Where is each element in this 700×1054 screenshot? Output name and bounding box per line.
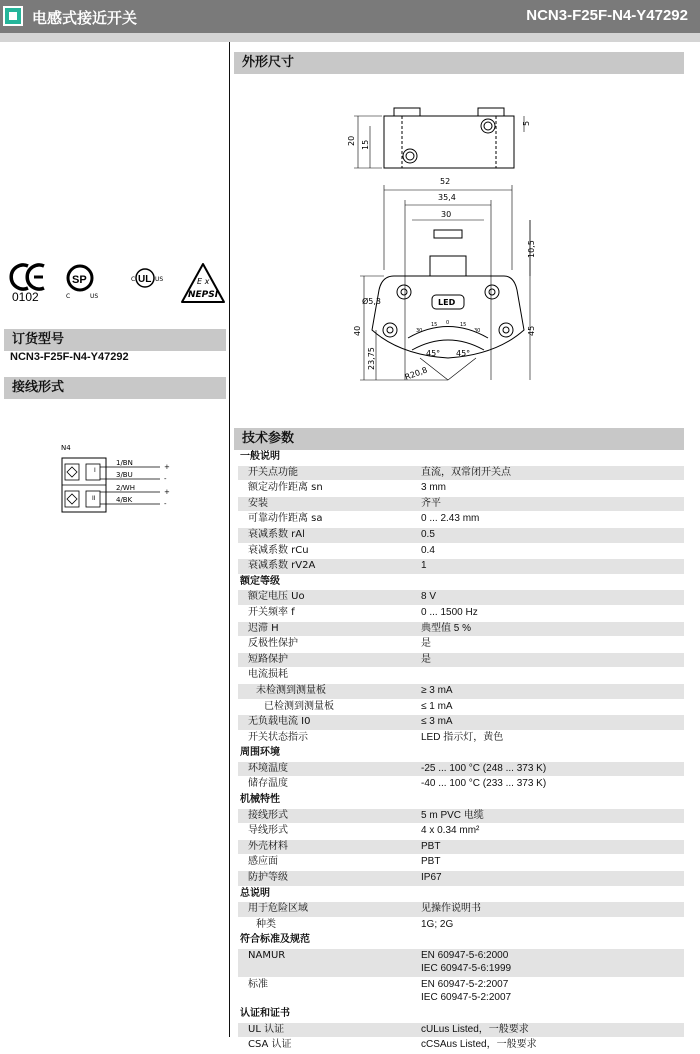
spec-key: 衰减系数 rAl xyxy=(248,528,305,540)
dim-23-75: 23,75 xyxy=(367,347,376,370)
scale-30-left: 30 xyxy=(416,328,423,334)
spec-row xyxy=(238,668,684,684)
spec-value: cCSAus Listed，一般要求 xyxy=(421,1039,537,1051)
page-model: NCN3-F25F-N4-Y47292 xyxy=(526,7,688,24)
spec-key: 无负载电流 I0 xyxy=(248,716,311,728)
spec-row xyxy=(238,466,684,482)
ul-c: C xyxy=(131,276,136,283)
spec-row xyxy=(238,715,684,731)
spec-row xyxy=(238,497,684,513)
spec-value: 齐平 xyxy=(421,497,441,509)
section-dimensions: 外形尺寸 xyxy=(234,52,684,74)
spec-key: 外壳材料 xyxy=(248,840,288,852)
spec-group-header xyxy=(238,887,684,903)
spec-value: ≤ 1 mA xyxy=(421,700,453,712)
spec-group-label: 周围环境 xyxy=(240,747,280,759)
spec-key: UL 认证 xyxy=(248,1023,285,1035)
spec-value xyxy=(421,978,511,1004)
spec-value-line1: EN 60947-5-6:2000 xyxy=(421,950,509,961)
ul-mark-icon xyxy=(131,269,163,287)
spec-group-label: 额定等级 xyxy=(240,575,280,587)
sign-3: + xyxy=(164,488,170,496)
svg-text:UL: UL xyxy=(138,274,152,285)
spec-value: 1G; 2G xyxy=(421,918,454,930)
spec-group-header xyxy=(238,746,684,762)
sign-2: - xyxy=(164,475,167,483)
spec-group-label: 认证和证书 xyxy=(240,1008,290,1019)
scale-15-left: 15 xyxy=(431,322,438,328)
terminal-3bu: 3/BU xyxy=(116,471,133,479)
spec-group-header xyxy=(238,450,684,466)
spec-row xyxy=(238,902,684,918)
spec-row xyxy=(238,949,684,978)
spec-value: 典型值 5 % xyxy=(421,622,472,634)
svg-text:SP: SP xyxy=(72,274,87,286)
spec-key: 开关状态指示 xyxy=(248,731,308,743)
spec-key: 感应面 xyxy=(248,856,278,868)
certification-logos xyxy=(8,262,228,306)
terminal-2-num: II xyxy=(92,495,96,502)
top-view xyxy=(354,108,524,168)
spec-row xyxy=(238,855,684,871)
spec-group-label: 一般说明 xyxy=(240,451,280,462)
spec-row xyxy=(238,528,684,544)
spec-value: 0 ... 2.43 mm xyxy=(421,513,480,525)
spec-row xyxy=(238,871,684,887)
spec-key: 导线形式 xyxy=(248,825,288,837)
spec-key: 接线形式 xyxy=(248,809,288,821)
spec-key: 衰减系数 rCu xyxy=(248,544,309,556)
sign-4: - xyxy=(164,500,167,508)
spec-row xyxy=(238,840,684,856)
dim-d5-3: Ø5,3 xyxy=(362,297,382,306)
spec-row xyxy=(238,978,684,1007)
spec-value: 是 xyxy=(421,638,431,650)
ul-us: US xyxy=(155,276,164,283)
spec-group-label: 总说明 xyxy=(240,887,270,899)
spec-row xyxy=(238,777,684,793)
spec-value: 见操作说明书 xyxy=(421,903,481,915)
dim-5: 5 xyxy=(522,120,531,126)
spec-group-header xyxy=(238,1007,684,1023)
spec-key: 用于危险区域 xyxy=(248,903,308,915)
ce-number: 0102 xyxy=(12,290,39,304)
spec-row xyxy=(238,544,684,560)
terminal-2wh: 2/WH xyxy=(116,484,135,492)
tech-data-table xyxy=(238,450,684,1054)
subheader-bar xyxy=(0,33,700,42)
csa-mark-icon xyxy=(66,266,98,300)
spec-key: 环境温度 xyxy=(248,762,288,774)
spec-key: 可靠动作距离 sa xyxy=(248,513,323,525)
sign-1: + xyxy=(164,463,170,471)
spec-row xyxy=(238,512,684,528)
spec-row xyxy=(238,809,684,825)
ex-top: E x xyxy=(197,277,210,286)
spec-key: 开关频率 f xyxy=(248,606,295,618)
scale-30-right: 30 xyxy=(474,328,481,334)
spec-group-header xyxy=(238,793,684,809)
dim-30: 30 xyxy=(441,210,452,219)
spec-key: 已检测到测量板 xyxy=(264,700,334,712)
column-divider xyxy=(229,42,230,1037)
angle-right: 45° xyxy=(456,349,471,358)
spec-row xyxy=(238,653,684,669)
spec-value: IP67 xyxy=(421,872,442,884)
spec-group-header xyxy=(238,933,684,949)
spec-group-label: 机械特性 xyxy=(240,794,280,806)
spec-value: PBT xyxy=(421,856,441,868)
spec-value: 0.5 xyxy=(421,528,435,540)
spec-row xyxy=(238,731,684,747)
spec-row xyxy=(238,559,684,575)
spec-row xyxy=(238,1038,684,1054)
spec-value: 3 mm xyxy=(421,482,446,494)
spec-value: 直流，双常闭开关点 xyxy=(421,466,511,478)
spec-value-line2: IEC 60947-5-6:1999 xyxy=(421,963,512,974)
dim-r20-8: R20,8 xyxy=(403,365,429,382)
spec-key: 开关点功能 xyxy=(248,466,298,478)
spec-value: -25 ... 100 °C (248 ... 373 K) xyxy=(421,762,547,774)
spec-key: 电流损耗 xyxy=(248,669,288,681)
wiring-diagram xyxy=(50,442,190,522)
order-code-value: NCN3-F25F-N4-Y47292 xyxy=(10,351,129,363)
spec-row xyxy=(238,637,684,653)
spec-row xyxy=(238,606,684,622)
spec-value: LED 指示灯，黄色 xyxy=(421,731,504,743)
spec-key: 安装 xyxy=(248,497,268,509)
led-label: LED xyxy=(438,298,456,307)
brand-logo xyxy=(3,6,23,26)
spec-key: 迟滞 H xyxy=(248,622,279,634)
section-order-code: 订货型号 xyxy=(4,329,226,351)
dim-15: 15 xyxy=(361,139,370,150)
spec-key: 反极性保护 xyxy=(248,638,298,650)
spec-row xyxy=(238,918,684,934)
page-category: 电感式接近开关 xyxy=(32,9,138,27)
spec-key: NAMUR xyxy=(248,950,286,961)
terminal-4bk: 4/BK xyxy=(116,496,133,504)
spec-row xyxy=(238,700,684,716)
csa-us: US xyxy=(90,293,99,300)
spec-value: 0 ... 1500 Hz xyxy=(421,606,478,618)
dim-52: 52 xyxy=(440,177,451,186)
terminal-1bn: 1/BN xyxy=(116,459,133,467)
spec-row xyxy=(238,622,684,638)
spec-row xyxy=(238,1023,684,1039)
section-tech-data: 技术参数 xyxy=(234,428,684,450)
ex-label: NEPSI xyxy=(188,290,219,300)
spec-value: 8 V xyxy=(421,591,437,603)
spec-value: ≥ 3 mA xyxy=(421,684,453,696)
section-connection: 接线形式 xyxy=(4,377,226,399)
spec-row xyxy=(238,762,684,778)
spec-value: PBT xyxy=(421,840,441,852)
spec-value: 4 x 0.34 mm² xyxy=(421,825,480,837)
spec-key: 种类 xyxy=(256,918,276,930)
ce-mark-icon xyxy=(11,265,44,304)
dim-10-5: 10,5 xyxy=(527,240,536,258)
spec-key: 标准 xyxy=(248,979,268,990)
dim-35-4: 35,4 xyxy=(438,193,456,202)
scale-0: 0 xyxy=(446,320,450,326)
spec-key: 未检测到测量板 xyxy=(256,684,326,696)
spec-key: 储存温度 xyxy=(248,778,288,790)
spec-value xyxy=(421,949,511,975)
spec-value: 0.4 xyxy=(421,544,435,556)
spec-key: 短路保护 xyxy=(248,653,288,665)
wiring-type: N4 xyxy=(61,444,71,452)
spec-value: 5 m PVC 电缆 xyxy=(421,809,484,821)
spec-row xyxy=(238,481,684,497)
spec-row xyxy=(238,824,684,840)
spec-value: cULus Listed，一般要求 xyxy=(421,1023,529,1035)
angle-left: 45° xyxy=(426,349,441,358)
spec-value-line1: EN 60947-5-2:2007 xyxy=(421,979,509,990)
dimension-drawing xyxy=(234,80,694,410)
csa-c: C xyxy=(66,293,71,300)
spec-value: 是 xyxy=(421,653,431,665)
spec-value: 1 xyxy=(421,560,427,572)
spec-group-label: 符合标准及规范 xyxy=(240,934,310,946)
spec-value: -40 ... 100 °C (233 ... 373 K) xyxy=(421,778,547,790)
spec-value: ≤ 3 mA xyxy=(421,716,453,728)
spec-key: 额定动作距离 sn xyxy=(248,482,323,494)
terminal-1-num: I xyxy=(94,467,96,474)
spec-key: 额定电压 Uo xyxy=(248,591,305,603)
dim-45: 45 xyxy=(527,325,536,336)
ex-mark-icon xyxy=(182,264,224,302)
title-bar xyxy=(0,0,700,33)
spec-row xyxy=(238,590,684,606)
spec-value-line2: IEC 60947-5-2:2007 xyxy=(421,992,512,1003)
spec-key: CSA 认证 xyxy=(248,1039,292,1051)
dim-20: 20 xyxy=(347,135,356,146)
spec-key: 防护等级 xyxy=(248,872,288,884)
spec-key: 衰减系数 rV2A xyxy=(248,560,316,572)
dim-40: 40 xyxy=(353,325,362,336)
scale-15-right: 15 xyxy=(460,322,467,328)
spec-group-header xyxy=(238,575,684,591)
spec-row xyxy=(238,684,684,700)
